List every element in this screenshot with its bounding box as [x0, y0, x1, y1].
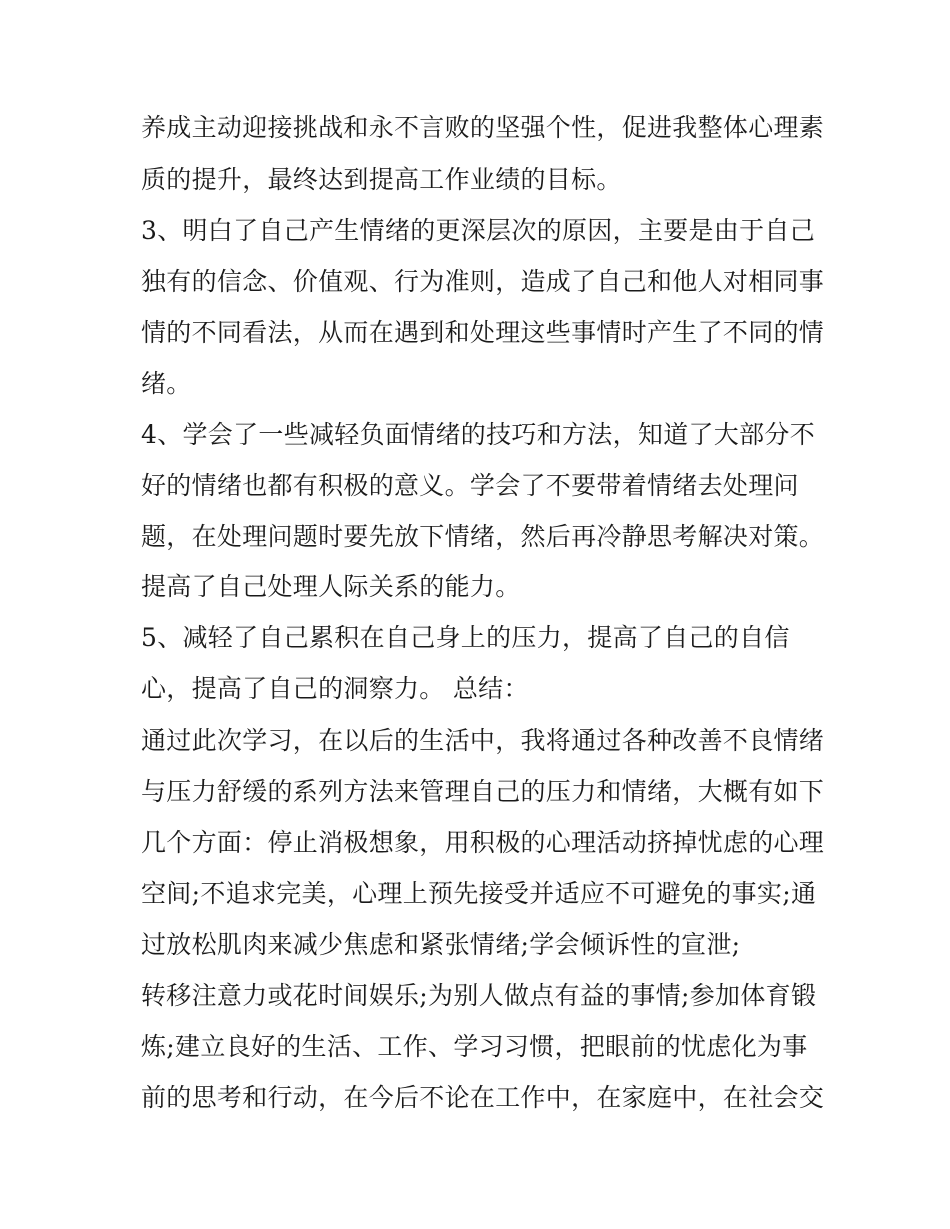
text-line: 情的不同看法，从而在遇到和处理这些事情时产生了不同的情 — [141, 318, 825, 347]
text-line: 前的思考和行动，在今后不论在工作中，在家庭中，在社会交 — [141, 1083, 825, 1112]
text-line: 独有的信念、价值观、行为准则，造成了自己和他人对相同事 — [141, 267, 825, 296]
text-line: 题，在处理问题时要先放下情绪，然后再冷静思考解决对策。 — [141, 522, 825, 551]
text-line: 心，提高了自己的洞察力。 总结： — [141, 674, 529, 703]
text-line: 几个方面：停止消极想象，用积极的心理活动挤掉忧虑的心理 — [141, 828, 825, 857]
text-line: 养成主动迎接挑战和永不言败的坚强个性，促进我整体心理素 — [141, 113, 825, 142]
text-line: 5、减轻了自己累积在自己身上的压力，提高了自己的自信 — [141, 623, 790, 652]
text-line: 转移注意力或花时间娱乐;为别人做点有益的事情;参加体育锻 — [141, 981, 817, 1010]
text-line: 3、明白了自己产生情绪的更深层次的原因，主要是由于自己 — [141, 216, 816, 245]
text-line: 与压力舒缓的系列方法来管理自己的压力和情绪，大概有如下 — [141, 777, 825, 806]
text-line: 通过此次学习，在以后的生活中，我将通过各种改善不良情绪 — [141, 726, 825, 755]
text-line: 质的提升，最终达到提高工作业绩的目标。 — [141, 165, 622, 194]
text-line: 空间;不追求完美，心理上预先接受并适应不可避免的事实;通 — [141, 879, 817, 908]
text-line: 过放松肌肉来减少焦虑和紧张情绪;学会倾诉性的宣泄; — [141, 930, 741, 959]
text-line: 炼;建立良好的生活、工作、学习习惯，把眼前的忧虑化为事 — [141, 1032, 808, 1061]
text-line: 提高了自己处理人际关系的能力。 — [141, 572, 521, 601]
text-line: 绪。 — [141, 369, 192, 398]
text-line: 4、学会了一些减轻负面情绪的技巧和方法，知道了大部分不 — [141, 420, 816, 449]
text-line: 好的情绪也都有积极的意义。学会了不要带着情绪去处理问 — [141, 471, 799, 500]
